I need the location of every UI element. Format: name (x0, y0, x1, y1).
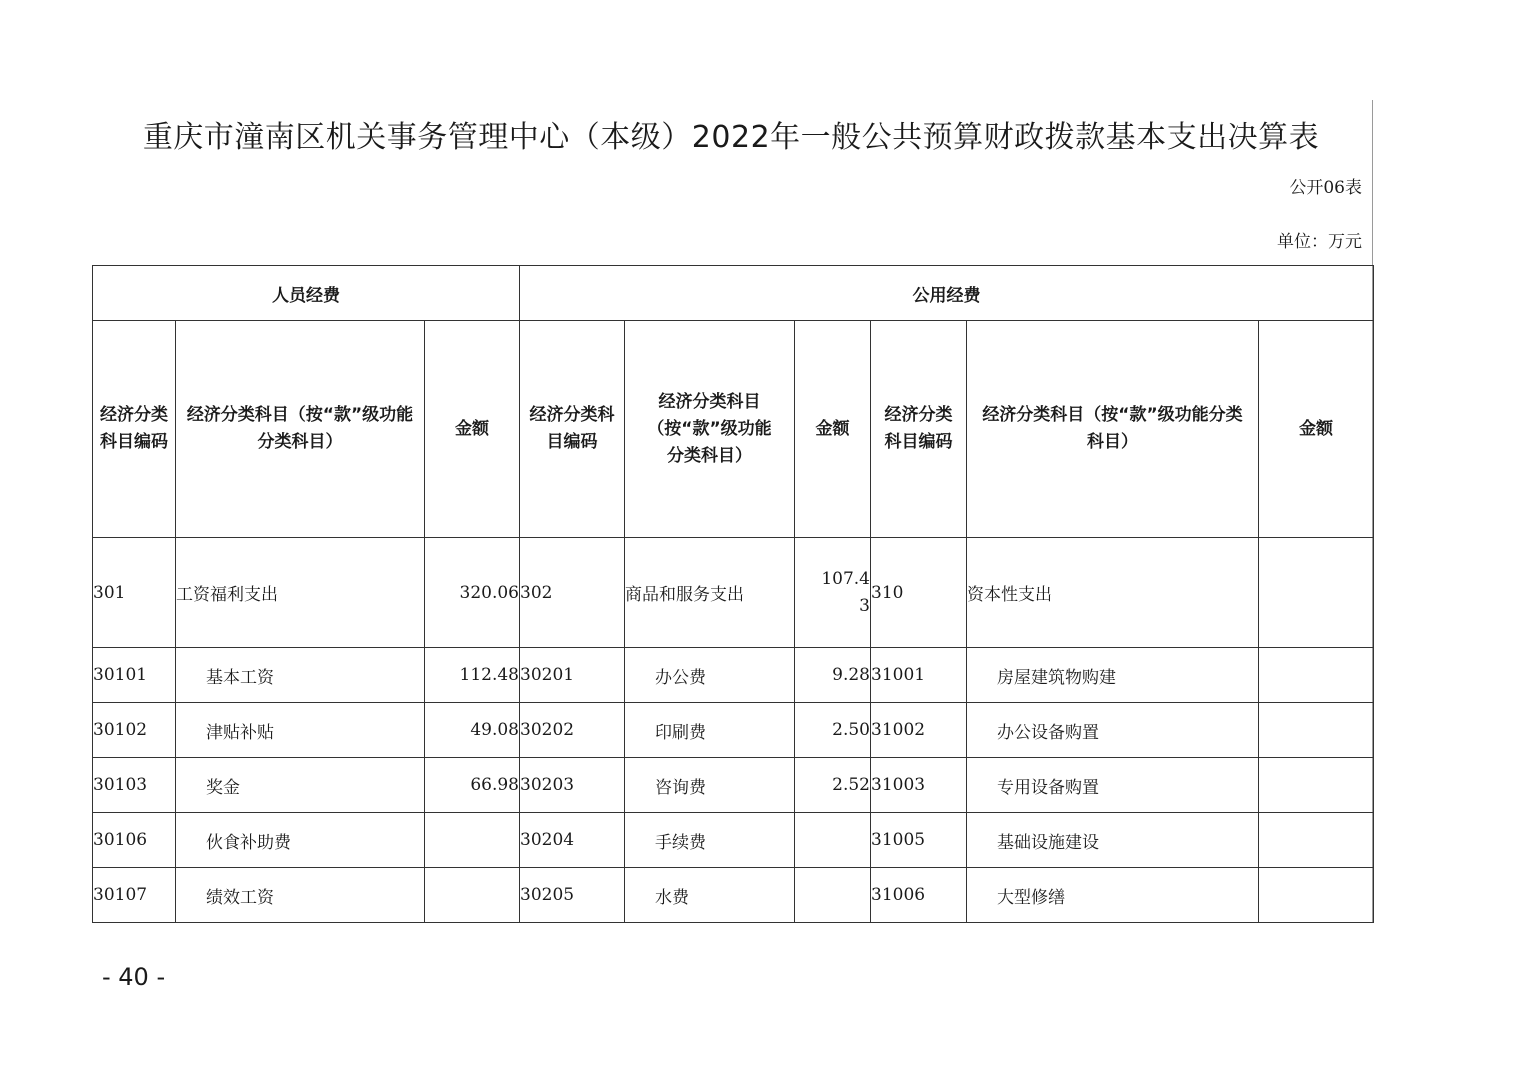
personnel-code-cell: 30102 (93, 703, 176, 758)
goods-amount-cell: 2.50 (795, 703, 871, 758)
capital-code-cell: 310 (871, 538, 967, 648)
personnel-amount-cell: 320.06 (425, 538, 520, 648)
goods-amount-cell: 2.52 (795, 758, 871, 813)
goods-amount-cell (795, 813, 871, 868)
header-personnel-amount: 金额 (425, 321, 520, 538)
personnel-amount-cell (425, 868, 520, 923)
capital-amount-cell (1259, 868, 1374, 923)
personnel-code-cell: 301 (93, 538, 176, 648)
capital-amount-cell (1259, 538, 1374, 648)
page-number: - 40 - (102, 963, 166, 991)
capital-name-cell: 专用设备购置 (967, 758, 1259, 813)
table-row (93, 538, 1374, 648)
capital-name-cell: 房屋建筑物购建 (967, 648, 1259, 703)
goods-code-cell: 30205 (520, 868, 625, 923)
capital-name-cell: 办公设备购置 (967, 703, 1259, 758)
capital-name-cell: 资本性支出 (967, 538, 1259, 648)
table-row (93, 813, 1374, 868)
personnel-name-cell: 奖金 (176, 758, 425, 813)
personnel-name-cell: 津贴补贴 (176, 703, 425, 758)
goods-amount-cell: 107.43 (795, 538, 871, 648)
header-personnel-code: 经济分类科目编码 (93, 321, 176, 538)
goods-amount-cell: 9.28 (795, 648, 871, 703)
personnel-amount-cell: 112.48 (425, 648, 520, 703)
goods-name-cell: 水费 (625, 868, 795, 923)
unit-label: 单位：万元 (1277, 232, 1362, 252)
budget-table (92, 265, 1374, 923)
group-public-header: 公用经费 (520, 266, 1374, 321)
capital-code-cell: 31003 (871, 758, 967, 813)
personnel-name-cell: 工资福利支出 (176, 538, 425, 648)
personnel-code-cell: 30107 (93, 868, 176, 923)
capital-amount-cell (1259, 813, 1374, 868)
header-goods-name: 经济分类科目（按“款”级功能分类科目） (625, 321, 795, 538)
goods-code-cell: 30201 (520, 648, 625, 703)
goods-amount-cell (795, 868, 871, 923)
capital-code-cell: 31002 (871, 703, 967, 758)
capital-amount-cell (1259, 703, 1374, 758)
header-capital-code: 经济分类科目编码 (871, 321, 967, 538)
personnel-amount-cell: 49.08 (425, 703, 520, 758)
document-title: 重庆市潼南区机关事务管理中心（本级）2022年一般公共预算财政拨款基本支出决算表 (142, 120, 1320, 155)
capital-code-cell: 31006 (871, 868, 967, 923)
capital-code-cell: 31001 (871, 648, 967, 703)
table-row (93, 648, 1374, 703)
goods-code-cell: 302 (520, 538, 625, 648)
goods-name-cell: 咨询费 (625, 758, 795, 813)
header-personnel-name: 经济分类科目（按“款”级功能分类科目） (176, 321, 425, 538)
goods-code-cell: 30204 (520, 813, 625, 868)
capital-amount-cell (1259, 648, 1374, 703)
personnel-name-cell: 绩效工资 (176, 868, 425, 923)
header-goods-amount: 金额 (795, 321, 871, 538)
table-row (93, 758, 1374, 813)
header-goods-code: 经济分类科目编码 (520, 321, 625, 538)
personnel-code-cell: 30101 (93, 648, 176, 703)
header-capital-amount: 金额 (1259, 321, 1374, 538)
goods-name-cell: 办公费 (625, 648, 795, 703)
goods-code-cell: 30202 (520, 703, 625, 758)
capital-amount-cell (1259, 758, 1374, 813)
personnel-amount-cell: 66.98 (425, 758, 520, 813)
personnel-amount-cell (425, 813, 520, 868)
personnel-name-cell: 伙食补助费 (176, 813, 425, 868)
personnel-code-cell: 30106 (93, 813, 176, 868)
personnel-name-cell: 基本工资 (176, 648, 425, 703)
capital-name-cell: 大型修缮 (967, 868, 1259, 923)
table-row (93, 703, 1374, 758)
personnel-code-cell: 30103 (93, 758, 176, 813)
goods-code-cell: 30203 (520, 758, 625, 813)
table-row (93, 868, 1374, 923)
capital-name-cell: 基础设施建设 (967, 813, 1259, 868)
group-personnel-header: 人员经费 (93, 266, 520, 321)
form-number: 公开06表 (1289, 178, 1362, 198)
capital-code-cell: 31005 (871, 813, 967, 868)
goods-name-cell: 商品和服务支出 (625, 538, 795, 648)
header-capital-name: 经济分类科目（按“款”级功能分类科目） (967, 321, 1259, 538)
goods-name-cell: 手续费 (625, 813, 795, 868)
goods-name-cell: 印刷费 (625, 703, 795, 758)
